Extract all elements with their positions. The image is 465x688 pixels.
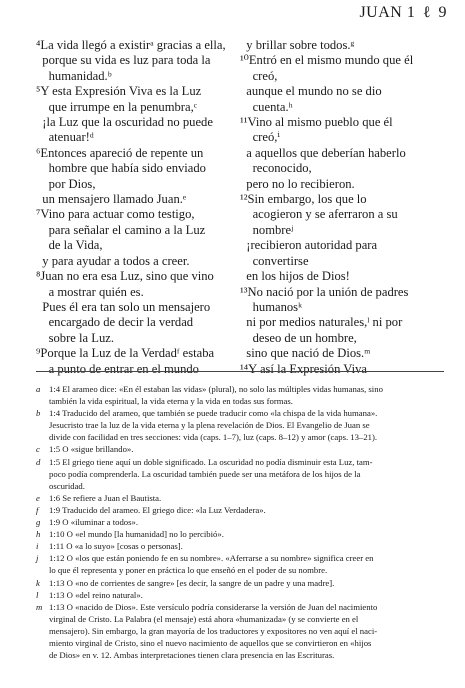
verse-line: ¡la Luz que la oscuridad no puede	[36, 115, 213, 130]
verse-line: ¹¹Vino al mismo pueblo que él	[240, 115, 393, 130]
verse-line: ⁷Vino para actuar como testigo,	[36, 207, 195, 222]
footnote-line: 1:5 El griego tiene aquí un doble significado. La oscuridad no podía disminuir esta Luz, tam-	[49, 456, 373, 467]
footnote	[36, 528, 448, 540]
verse-line: cuenta.ʰ	[240, 99, 293, 114]
running-header	[359, 4, 447, 22]
verse-line: Pues él era tan solo un mensajero	[36, 299, 211, 314]
footnote-line: lo que él representa y poner en práctica lo que enseñó en el poder de su nombre.	[49, 565, 328, 576]
footnote-marker: k	[36, 577, 40, 588]
verse-line: acogieron y se aferraron a su	[240, 207, 398, 222]
scripture-column-left	[36, 38, 236, 377]
footnote-line: mensajero). Sin embargo, la gran mayoría de los traductores y expositores no ven aquí el naci-	[49, 625, 378, 636]
page-number: 9	[438, 4, 447, 21]
verse-line: y para ayudar a todos a creer.	[36, 253, 190, 268]
verse-line: humanidad.ᵇ	[36, 68, 112, 83]
footnote	[36, 492, 448, 504]
verse-line: convertirse	[240, 253, 309, 268]
footnote	[36, 577, 448, 589]
verse-line: y brillar sobre todos.ᵍ	[240, 38, 355, 52]
verse-line: ⁹Porque la Luz de la Verdadᶠ estaba	[36, 346, 215, 361]
verse-line: creó,	[240, 68, 278, 83]
footnote-line: 1:6 Se refiere a Juan el Bautista.	[49, 492, 162, 503]
footnote	[36, 443, 448, 455]
verse-line: porque su vida es luz para toda la	[36, 53, 211, 68]
verse-line: ¹⁴Y así la Expresión Viva	[240, 361, 368, 376]
footnote-line: oscuridad.	[49, 480, 85, 491]
verse-line: que irrumpe en la penumbra,ᶜ	[36, 99, 197, 114]
verse-line: ⁵Y esta Expresión Viva es la Luz	[36, 84, 202, 99]
scripture-column-right	[240, 38, 450, 377]
footnote-line: divide con facilidad en tres secciones: vida (caps. 1–7), luz (caps. 8–12) y amor (caps. 13–21).	[49, 432, 378, 443]
footnote-line: miento virginal de Cristo, sino el nuevo nacimiento de aquellos que se convirtieron en «hijos	[49, 637, 372, 648]
footnote-marker: i	[36, 541, 39, 552]
footnote-line: 1:12 O «los que están poniendo fe en su nombre». «Aferrarse a su nombre» significa creer en	[49, 553, 374, 564]
verse-line: a punto de entrar en el mundo	[36, 361, 199, 376]
footnote-line: 1:5 O «sigue brillando».	[49, 444, 134, 455]
footnote	[36, 552, 448, 576]
footnote-line: 1:13 O «nacido de Dios». Este versículo podría considerarse la versión de Juan del nacimiento	[49, 601, 378, 612]
separator-glyph: ℓ	[422, 4, 431, 21]
verse-line: ¡recibieron autoridad para	[240, 238, 378, 253]
footnote-line: 1:9 Traducido del arameo. El griego dice: «la Luz Verdadera».	[49, 504, 266, 515]
footnote	[36, 407, 448, 443]
footnote-marker: a	[36, 384, 41, 394]
footnote-line: poco podía comprenderla. La oscuridad también puede ser una metáfora de los hijos de la	[49, 468, 361, 479]
verse-line: ¹³No nació por la unión de padres	[240, 284, 409, 299]
footnote	[36, 516, 448, 528]
footnote-line: 1:9 O «iluminar a todos».	[49, 517, 139, 528]
footnote-line: 1:4 El arameo dice: «En él estaban las vidas» (plural), no solo las múltiples vidas humanas, sino	[49, 384, 383, 394]
footnote	[36, 504, 448, 516]
footnote-line: 1:4 Traducido del arameo, que también se puede traducir como «la chispa de la vida humana».	[49, 408, 378, 419]
verse-line: ⁴La vida llegó a existirᵃ gracias a ella,	[36, 38, 226, 52]
footnote-line: virginal de Cristo. La Palabra (el mensaje) está ahora «humanizada» (y se convierte en el	[49, 613, 359, 624]
verse-line: encargado de decir la verdad	[36, 315, 194, 330]
footnote	[36, 456, 448, 492]
verse-line: en los hijos de Dios!	[240, 269, 350, 284]
footnote-marker: d	[36, 456, 41, 467]
footnote-line: Jesucristo trae la luz de la vida eterna y la plena revelación de Dios. El Evangelio de Juan se	[49, 420, 370, 431]
verse-line: un mensajero llamado Juan.ᵉ	[36, 192, 187, 207]
verse-line: aunque el mundo no se dio	[240, 84, 382, 99]
footnote-line: también la vida espiritual, la vida eterna y la vida en todas sus formas.	[49, 396, 293, 407]
footnote	[36, 601, 448, 661]
footnote	[36, 540, 448, 552]
verse-line: ¹⁰Entró en el mismo mundo que él	[240, 53, 414, 68]
verse-line: hombre que había sido enviado	[36, 161, 206, 176]
footnote-marker: e	[36, 492, 40, 503]
verse-line: de la Vida,	[36, 238, 103, 253]
footnote-marker: g	[36, 517, 41, 528]
footnote-line: 1:13 O «del reino natural».	[49, 589, 143, 600]
footnote-marker: j	[36, 553, 39, 564]
footnote-divider	[36, 371, 444, 372]
footnote-line: 1:11 O «a lo suyo» [cosas o personas].	[49, 541, 183, 552]
verse-line: sobre la Luz.	[36, 330, 114, 345]
footnote-line: 1:10 O «el mundo [la humanidad] no lo percibió».	[49, 529, 224, 540]
verse-line: para señalar el camino a la Luz	[36, 222, 206, 237]
verse-line: deseo de un hombre,	[240, 330, 357, 345]
footnote-marker: f	[36, 504, 39, 515]
footnote-line: de Dios» en v. 12. Ambas interpretaciones tienen clara presencia en las Escrituras.	[49, 650, 335, 661]
verse-line: sino que nació de Dios.ᵐ	[240, 346, 371, 361]
verse-line: a aquellos que deberían haberlo	[240, 145, 406, 160]
verse-line: atenuar!ᵈ	[36, 130, 94, 145]
footnote-marker: m	[36, 601, 43, 612]
footnote-marker: h	[36, 529, 41, 540]
footnotes	[36, 383, 448, 661]
verse-line: humanosᵏ	[240, 299, 303, 314]
verse-line: creó,ⁱ	[240, 130, 280, 145]
verse-line: ⁸Juan no era esa Luz, sino que vino	[36, 269, 214, 284]
verse-line: reconocido,	[240, 161, 312, 176]
verse-line: a mostrar quién es.	[36, 284, 144, 299]
footnote-marker: l	[36, 589, 39, 600]
verse-line: pero no lo recibieron.	[240, 176, 355, 191]
footnote	[36, 383, 448, 407]
footnote-marker: c	[36, 444, 40, 455]
verse-line: por Dios,	[36, 176, 96, 191]
footnote-line: 1:13 O «no de corrientes de sangre» [es decir, la sangre de un padre y una madre].	[49, 577, 335, 588]
verse-line: ¹²Sin embargo, los que lo	[240, 192, 367, 207]
verse-line: ni por medios naturales,ˡ ni por	[240, 315, 403, 330]
book-chapter: JUAN 1	[359, 4, 416, 21]
verse-line: nombreʲ	[240, 222, 294, 237]
verse-line: ⁶Entonces apareció de repente un	[36, 145, 204, 160]
footnote-marker: b	[36, 408, 41, 419]
footnote	[36, 589, 448, 601]
